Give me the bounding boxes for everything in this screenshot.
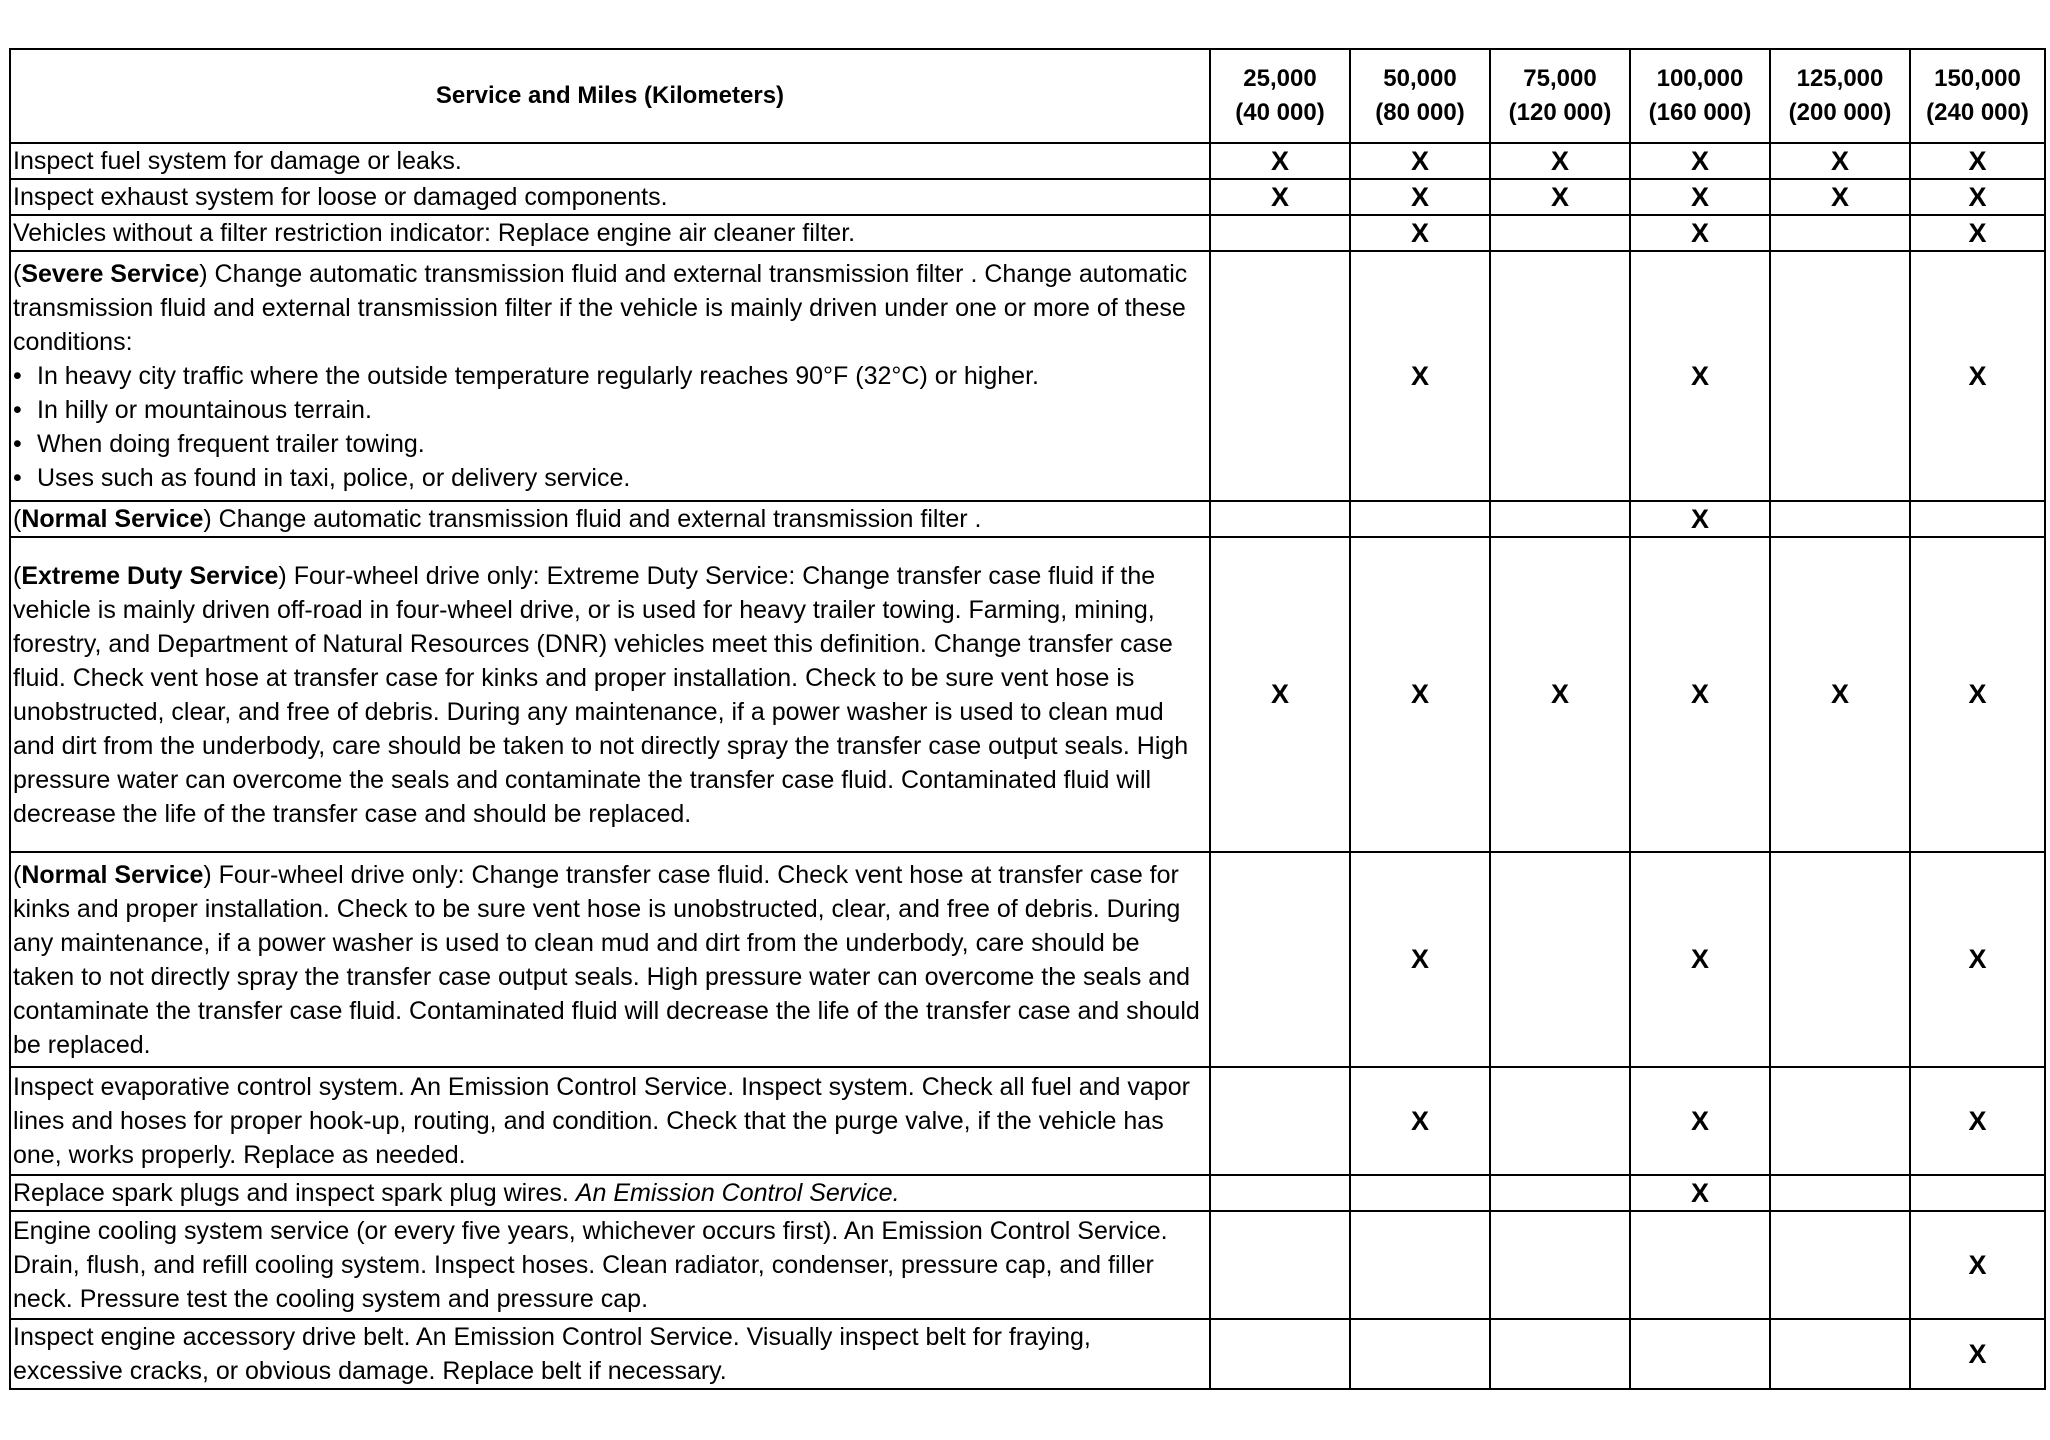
- service-due-mark: X: [1550, 181, 1569, 212]
- interval-cell: [1630, 179, 1770, 215]
- interval-cell: [1910, 179, 2045, 215]
- interval-cell: [1490, 1067, 1630, 1175]
- condition-bullet: [13, 461, 1207, 495]
- interval-cell: [1210, 1319, 1350, 1389]
- table-row: [10, 537, 2045, 852]
- table-row: [10, 251, 2045, 501]
- table-row: [10, 501, 2045, 537]
- service-due-mark: X: [1830, 679, 1849, 709]
- service-description: [10, 143, 1210, 179]
- service-text: Inspect fuel system for damage or leaks.: [13, 147, 462, 175]
- interval-cell: [1350, 251, 1490, 501]
- interval-cell: [1350, 537, 1490, 852]
- service-text: Inspect engine accessory drive belt. An Emission Control Service. Visually inspect belt for fraying, excessive cracks, or obvious damage. Replace belt if necessary.: [13, 1323, 1091, 1385]
- service-due-mark: X: [1410, 360, 1429, 391]
- interval-cell: [1490, 179, 1630, 215]
- service-due-mark: X: [1690, 1105, 1709, 1136]
- interval-cell: [1630, 1067, 1770, 1175]
- service-due-mark: X: [1968, 1249, 1987, 1280]
- service-description: (Extreme Duty Service) Four-wheel drive only: Extreme Duty Service: Change transfer case fluid if the vehicle is mainly driven off-road in four-wheel drive, or is used for heavy trailer towing. Farming, mining, forestry, and Department of Natural Resources (DNR) vehicles meet this definition. Change transfer case fluid. Check vent hose at transfer case for kinks and proper installation. Check to be sure vent hose is unobstructed, clear, and free of debris. During any maintenance, if a power washer is used to clean mud and dirt from the underbody, care should be taken to not directly spray the transfer case output seals. High pressure water can overcome the seals and contaminate the transfer case fluid. Contaminated fluid will decrease the life of the transfer case and should be replaced.: [10, 537, 1210, 852]
- interval-cell: [1770, 501, 1910, 537]
- interval-cell: [1910, 537, 2045, 852]
- interval-header: [1770, 49, 1910, 143]
- interval-cell: [1770, 537, 1910, 852]
- interval-miles: 25,000: [1243, 65, 1317, 92]
- interval-km: (240 000): [1926, 99, 2029, 126]
- interval-cell: [1490, 1211, 1630, 1319]
- service-note: An Emission Control Service.: [575, 1179, 900, 1207]
- service-due-mark: X: [1830, 181, 1849, 212]
- interval-miles: 75,000: [1523, 65, 1597, 92]
- service-due-mark: X: [1410, 217, 1429, 248]
- interval-cell: [1770, 143, 1910, 179]
- interval-cell: [1770, 1319, 1910, 1389]
- table-row: [10, 143, 2045, 179]
- service-due-mark: X: [1968, 944, 1987, 974]
- interval-km: (120 000): [1508, 99, 1612, 126]
- interval-cell: [1770, 1211, 1910, 1319]
- service-due-mark: X: [1968, 360, 1987, 391]
- service-due-mark: X: [1410, 944, 1429, 974]
- interval-cell: [1350, 1211, 1490, 1319]
- interval-miles: 150,000: [1934, 65, 2021, 92]
- service-description: [10, 1067, 1210, 1175]
- interval-cell: [1350, 1319, 1490, 1389]
- service-due-mark: X: [1410, 679, 1429, 709]
- service-description: [10, 1175, 1210, 1211]
- condition-text: In heavy city traffic where the outside temperature regularly reaches 90°F (32°C) or higher.: [37, 362, 1039, 390]
- interval-cell: [1490, 143, 1630, 179]
- interval-cell: [1770, 1175, 1910, 1211]
- interval-cell: [1210, 852, 1350, 1067]
- interval-header: [1350, 49, 1490, 143]
- interval-cell: [1630, 251, 1770, 501]
- interval-cell: [1210, 1175, 1350, 1211]
- interval-cell: [1910, 501, 2045, 537]
- service-description: (Normal Service) Four-wheel drive only: Change transfer case fluid. Check vent hose at transfer case for kinks and proper installation. Check to be sure vent hose is unobstructed, clear, and free of debris. During any maintenance, if a power washer is used to clean mud and dirt from the underbody, care should be taken to not directly spray the transfer case output seals. High pressure water can overcome the seals and contaminate the transfer case fluid. Contaminated fluid will decrease the life of the transfer case and should be replaced.: [10, 852, 1210, 1067]
- interval-cell: [1630, 501, 1770, 537]
- table-row: [10, 1175, 2045, 1211]
- service-due-mark: X: [1270, 145, 1289, 176]
- service-due-mark: X: [1968, 217, 1987, 248]
- table-row: [10, 215, 2045, 251]
- interval-cell: [1350, 143, 1490, 179]
- interval-header: [1490, 49, 1630, 143]
- service-due-mark: X: [1690, 679, 1709, 709]
- service-text: Change automatic transmission fluid and external transmission filter .: [211, 505, 982, 533]
- service-text: Four-wheel drive only: Extreme Duty Service: Change transfer case fluid if the vehicle is mainly driven off-road in four-wheel drive, or is used for heavy trailer towing. Farming, mining, forestry, and Department of Natural Resources (DNR) vehicles meet this definition. Change transfer case fluid. Check vent hose at transfer case for kinks and proper installation. Check to be sure vent hose is unobstructed, clear, and free of debris. During any maintenance, if a power washer is used to clean mud and dirt from the underbody, care should be taken to not directly spray the transfer case output seals. High pressure water can overcome the seals and contaminate the transfer case fluid. Contaminated fluid will decrease the life of the transfer case and should be replaced.: [13, 561, 1189, 828]
- interval-cell: [1210, 1067, 1350, 1175]
- service-due-mark: X: [1690, 1177, 1709, 1208]
- service-description: [10, 1211, 1210, 1319]
- bullet-icon: •: [13, 464, 22, 492]
- interval-cell: [1630, 537, 1770, 852]
- interval-miles: 100,000: [1656, 65, 1744, 92]
- service-type-label: Extreme Duty Service: [21, 561, 279, 590]
- interval-cell: [1210, 251, 1350, 501]
- interval-cell: [1210, 215, 1350, 251]
- interval-km: (160 000): [1648, 99, 1752, 126]
- interval-cell: [1490, 1175, 1630, 1211]
- service-due-mark: X: [1968, 1105, 1987, 1136]
- interval-cell: [1210, 501, 1350, 537]
- interval-cell: [1910, 852, 2045, 1067]
- header-row: [10, 49, 2045, 143]
- bullet-icon: •: [13, 396, 22, 424]
- interval-cell: [1630, 143, 1770, 179]
- service-text: Inspect evaporative control system. An Emission Control Service. Inspect system. Check all fuel and vapor lines and hoses for proper hook-up, routing, and condition. Check that the purge valve, if the vehicle has one, works properly. Replace as needed.: [13, 1073, 1190, 1169]
- interval-cell: [1770, 1067, 1910, 1175]
- service-text: Engine cooling system service (or every five years, whichever occurs first). An Emission Control Service. Drain, flush, and refill cooling system. Inspect hoses. Clean radiator, condenser, pressure cap, and filler neck. Pressure test the cooling system and pressure cap.: [13, 1217, 1168, 1313]
- interval-header: [1910, 49, 2045, 143]
- service-text: Four-wheel drive only: Change transfer case fluid. Check vent hose at transfer case for kinks and proper installation. Check to be sure vent hose is unobstructed, clear, and free of debris. During any maintenance, if a power washer is used to clean mud and dirt from the underbody, care should be taken to not directly spray the transfer case output seals. High pressure water can overcome the seals and contaminate the transfer case fluid. Contaminated fluid will decrease the life of the transfer case and should be replaced.: [13, 860, 1200, 1059]
- interval-cell: [1910, 1175, 2045, 1211]
- interval-header: [1630, 49, 1770, 143]
- interval-cell: [1910, 1319, 2045, 1389]
- service-due-mark: X: [1270, 679, 1289, 709]
- condition-text: When doing frequent trailer towing.: [37, 430, 425, 458]
- service-due-mark: X: [1968, 181, 1987, 212]
- service-due-mark: X: [1410, 1105, 1429, 1136]
- interval-km: (80 000): [1375, 99, 1465, 126]
- condition-bullet: [13, 393, 1207, 427]
- condition-bullet: [13, 359, 1207, 393]
- service-due-mark: X: [1690, 145, 1709, 176]
- interval-km: (200 000): [1788, 99, 1892, 126]
- service-due-mark: X: [1550, 145, 1569, 176]
- interval-cell: [1910, 215, 2045, 251]
- bullet-icon: •: [13, 430, 22, 458]
- interval-cell: [1490, 537, 1630, 852]
- maintenance-schedule-table: [9, 48, 2046, 1390]
- interval-cell: [1630, 1175, 1770, 1211]
- service-due-mark: X: [1690, 503, 1709, 534]
- interval-cell: [1770, 179, 1910, 215]
- interval-cell: [1350, 179, 1490, 215]
- interval-cell: [1770, 852, 1910, 1067]
- service-text: Change automatic transmission fluid and external transmission filter . Change automatic transmission fluid and external transmission filter if the vehicle is mainly driven under one or more of these conditions:: [13, 260, 1188, 356]
- interval-cell: [1490, 501, 1630, 537]
- interval-cell: [1490, 251, 1630, 501]
- interval-cell: [1630, 215, 1770, 251]
- service-due-mark: X: [1968, 145, 1987, 176]
- service-description: (Normal Service) Change automatic transmission fluid and external transmission filter .: [10, 501, 1210, 537]
- interval-cell: [1210, 143, 1350, 179]
- interval-miles: 125,000: [1796, 65, 1884, 92]
- interval-cell: [1490, 215, 1630, 251]
- interval-cell: [1910, 251, 2045, 501]
- service-description: [10, 179, 1210, 215]
- service-due-mark: X: [1968, 1338, 1987, 1369]
- interval-km: (40 000): [1235, 99, 1325, 126]
- interval-cell: [1490, 1319, 1630, 1389]
- service-description: [10, 1319, 1210, 1389]
- table-row: [10, 179, 2045, 215]
- service-due-mark: X: [1690, 360, 1709, 391]
- service-due-mark: X: [1410, 145, 1429, 176]
- interval-cell: [1210, 537, 1350, 852]
- service-due-mark: X: [1410, 181, 1429, 212]
- interval-cell: [1630, 852, 1770, 1067]
- service-due-mark: X: [1830, 145, 1849, 176]
- interval-cell: [1350, 1067, 1490, 1175]
- interval-cell: [1350, 215, 1490, 251]
- interval-cell: [1630, 1211, 1770, 1319]
- service-text: Vehicles without a filter restriction indicator: Replace engine air cleaner filter.: [13, 219, 856, 247]
- service-due-mark: X: [1968, 679, 1987, 709]
- table-row: [10, 1319, 2045, 1389]
- table-row: [10, 852, 2045, 1067]
- service-type-label: Normal Service: [21, 860, 204, 889]
- interval-cell: [1910, 143, 2045, 179]
- interval-cell: [1770, 215, 1910, 251]
- interval-cell: [1350, 501, 1490, 537]
- service-column-header: Service and Miles (Kilometers): [10, 49, 1210, 143]
- condition-bullet: [13, 427, 1207, 461]
- interval-cell: [1350, 1175, 1490, 1211]
- service-due-mark: X: [1550, 679, 1569, 709]
- service-due-mark: X: [1690, 217, 1709, 248]
- service-text: Inspect exhaust system for loose or damaged components.: [13, 183, 668, 211]
- interval-miles: 50,000: [1383, 65, 1457, 92]
- interval-cell: [1210, 1211, 1350, 1319]
- condition-text: Uses such as found in taxi, police, or delivery service.: [37, 464, 631, 492]
- service-text: Replace spark plugs and inspect spark plug wires.: [13, 1179, 576, 1207]
- interval-cell: [1350, 852, 1490, 1067]
- service-due-mark: X: [1690, 944, 1709, 974]
- service-description: [10, 215, 1210, 251]
- service-due-mark: X: [1270, 181, 1289, 212]
- table-row: [10, 1067, 2045, 1175]
- service-type-label: Severe Service: [21, 260, 200, 288]
- interval-header: [1210, 49, 1350, 143]
- interval-cell: [1630, 1319, 1770, 1389]
- interval-cell: [1910, 1067, 2045, 1175]
- table-row: [10, 1211, 2045, 1319]
- schedule-body: [10, 143, 2045, 1389]
- condition-text: In hilly or mountainous terrain.: [37, 396, 372, 424]
- interval-cell: [1910, 1211, 2045, 1319]
- interval-cell: [1770, 251, 1910, 501]
- interval-cell: [1210, 179, 1350, 215]
- bullet-icon: •: [13, 362, 22, 390]
- service-due-mark: X: [1690, 181, 1709, 212]
- interval-cell: [1490, 852, 1630, 1067]
- service-type-label: Normal Service: [21, 505, 204, 533]
- service-description: (Severe Service) Change automatic transmission fluid and external transmission filter . Change automatic transmission fluid and external transmission filter if the vehicle is mainly driven under one or more of these conditions: • In heavy city traffic where the outside temperature regularly reaches 90°F (32°C) or higher. • In hilly or mountainous terrain. • When doing frequent trailer towing. • Uses such as found in taxi, police, or delivery service.: [10, 251, 1210, 501]
